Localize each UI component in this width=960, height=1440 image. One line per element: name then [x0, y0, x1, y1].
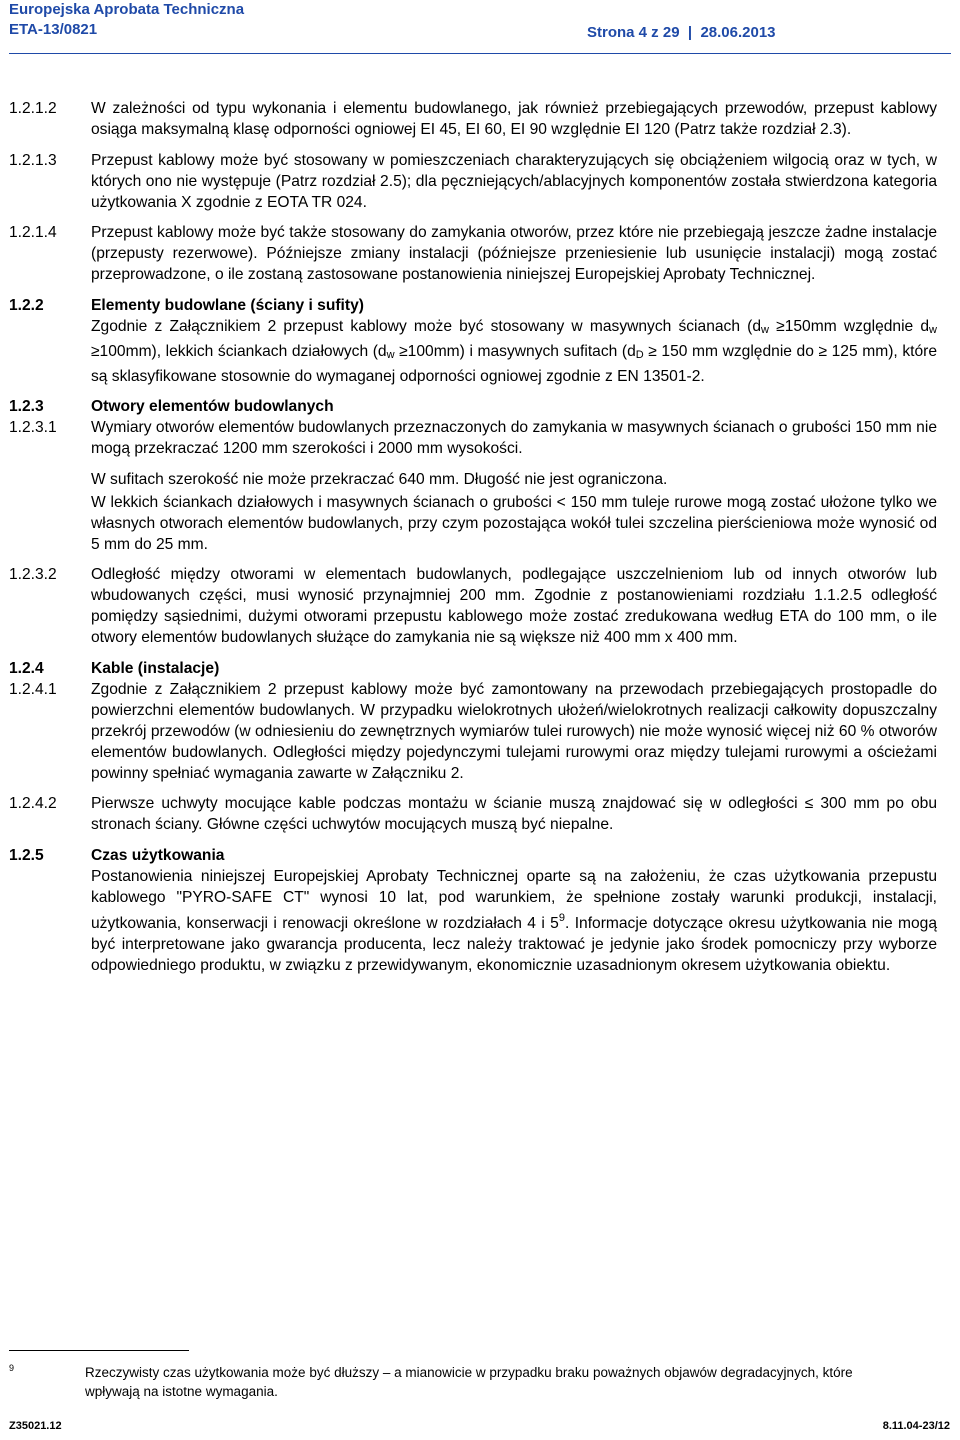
text-run: Zgodnie z Załącznikiem 2 przepust kablowy może być stosowany w masywnych ścianach (d [91, 317, 762, 335]
text-run: ≥ 150 mm względnie do ≥ 125 mm), które są sklasyfikowane stosownie do wymaganej odporności ogniowej zgodnie z EN 13501-2. [91, 342, 937, 385]
section-1-2-4-heading [9, 658, 937, 679]
section-number: 1.2.1.4 [9, 224, 57, 241]
section-text: W sufitach szerokość nie może przekraczać 640 mm. Długość nie jest ograniczona. [91, 470, 668, 488]
subscript: w [761, 323, 769, 336]
footnote-text: Rzeczywisty czas użytkowania może być dłuższy – a mianowicie w przypadku braku poważnych objawów degradacyjnych, które wpływają na istotne wymagania. [85, 1365, 853, 1399]
text-run: ≥100mm), lekkich ściankach działowych (d [91, 342, 387, 360]
subscript: D [635, 348, 644, 361]
section-1-2-3-1-ceiling [9, 469, 937, 490]
section-number: 1.2.5 [9, 846, 44, 864]
text-run: ≥150mm względnie d [769, 317, 930, 335]
section-text: Odległość między otworami w elementach budowlanych, podlegające uszczelnieniom lub od innych otworów lub wbudowanych części, musi wynosić przynajmniej 200 mm. Zgodnie z postanowieniami rozdziału 1.1.2.5 odległość pomiędzy sąsiednimi, dużymi otworami przepustu kablowego może zostać zredukowana według ETA do 100 mm, o ile otwory elementów budowlanych służące do zamykania nie są większe niż 400 mm x 400 mm. [91, 566, 937, 646]
footnote-ref: 9 [558, 911, 565, 924]
section-heading: Otwory elementów budowlanych [91, 398, 334, 415]
doc-id: ETA-13/0821 [9, 21, 98, 38]
section-number: 1.2.4.1 [9, 680, 57, 698]
footnote-rule [9, 1350, 189, 1351]
text-run: Postanowienia niniejszej Europejskiej Aprobaty Technicznej oparte są na założeniu, że czas użytkowania przepustu kablowego "PYRO-SAFE CT" wynosi 10 lat, pod warunkiem, że spełnione zostały warunki produkcji, instalacji, użytkowania, konserwacji i renowacji określone w rozdziałach 4 i 5 [91, 867, 937, 932]
section-number: 1.2.4 [9, 659, 44, 677]
section-1-2-3-1 [9, 417, 937, 459]
section-heading: Elementy budowlane (ściany i sufity) [91, 296, 364, 314]
footnote-number: 9 [9, 1363, 15, 1373]
section-1-2-4-1 [9, 679, 937, 784]
section-text: W zależności od typu wykonania i elementu budowlanego, jak również przebiegających przewodów, przepust kablowy osiąga maksymalną klasę odporności ogniowej EI 45, EI 60, EI 90 względnie EI 120 (Patrz także rozdział 2.3). [91, 100, 937, 138]
section-heading: Kable (instalacje) [91, 659, 220, 677]
section-1-2-4-2 [9, 793, 937, 835]
section-number: 1.2.3.1 [9, 419, 57, 436]
section-number: 1.2.3 [9, 398, 44, 415]
separator: | [683, 24, 697, 41]
section-1-2-3-heading [9, 396, 937, 417]
section-1-2-3-1-walls [9, 492, 937, 555]
section-number: 1.2.1.2 [9, 100, 57, 117]
section-number: 1.2.2 [9, 296, 44, 314]
section-number: 1.2.4.2 [9, 795, 57, 812]
section-text: Przepust kablowy może być także stosowany do zamykania otworów, przez które nie przebiegają jeszcze żadne instalacje (przepusty rezerwowe). Późniejsze zmiany instalacji (późniejsze przeniesienie lub usunięcie instalacji) mogą zostać przeprowadzone, o ile zostaną zastosowane postanowienia niniejszej Europejskiej Aprobaty Technicznej. [91, 224, 937, 283]
section-text [91, 866, 937, 976]
section-text [91, 316, 937, 387]
text-run: . Informacje dotyczące okresu użytkowania nie mogą być interpretowane jako gwarancja producenta, lecz należy traktować je jedynie jako środek pomocniczy przy wyborze odpowiedniego produktu, w związku z przewidywanym, ekonomicznie uzasadnionym okresem użytkowania obiektu. [91, 914, 937, 974]
section-1-2-3-2 [9, 564, 937, 648]
section-1-2-2-text [9, 316, 937, 387]
section-number: 1.2.1.3 [9, 151, 57, 169]
section-1-2-1-3 [9, 150, 937, 213]
footer-left: Z35021.12 [9, 1420, 62, 1432]
section-1-2-1-4 [9, 222, 937, 285]
section-number: 1.2.3.2 [9, 566, 57, 583]
section-text: W lekkich ściankach działowych i masywnych ścianach o grubości < 150 mm tuleje rurowe mogą zostać ułożone tylko we własnych otworach elementów budowlanych, przy czym pozostająca wokół tulei szczelina pierścieniowa może wynosić od 5 mm do 25 mm. [91, 493, 937, 553]
section-1-2-1-2 [9, 98, 937, 140]
section-1-2-2-heading [9, 295, 937, 316]
footnote [9, 1363, 889, 1401]
text-run: ≥100mm) i masywnych sufitach (d [394, 342, 636, 360]
footer-right: 8.11.04-23/12 [882, 1420, 950, 1432]
issue-date: 28.06.2013 [700, 24, 776, 41]
header-rule [9, 53, 951, 54]
section-1-2-5-heading [9, 845, 937, 866]
page-info [587, 23, 776, 43]
subscript: w [929, 323, 937, 336]
section-text: Przepust kablowy może być stosowany w pomieszczeniach charakteryzujących się obciążeniem wilgocią oraz w tych, w których ono nie występuje (Patrz rozdział 2.5); dla pęczniejących/ablacyjnych komponentów została stwierdzona kategoria użytkowania X zgodnie z EOTA TR 024. [91, 151, 937, 211]
section-heading: Czas użytkowania [91, 846, 225, 864]
section-text: Wymiary otworów elementów budowlanych przeznaczonych do zamykania w masywnych ścianach o grubości 150 mm nie mogą przekraczać 1200 mm szerokości i 2000 mm wysokości. [91, 419, 937, 457]
section-text: Pierwsze uchwyty mocujące kable podczas montażu w ścianie muszą znajdować się w odległości ≤ 300 mm po obu stronach ściany. Główne części uchwytów mocujących muszą być niepalne. [91, 795, 937, 833]
page-number: Strona 4 z 29 [587, 24, 680, 41]
document-header [9, 0, 244, 40]
document-body [9, 98, 937, 985]
section-text: Zgodnie z Załącznikiem 2 przepust kablowy może być zamontowany na przewodach przebiegających prostopadle do powierzchni elementów budowlanych. W przypadku wielokrotnych ułożeń/wielokrotnych realizacji całkowity dopuszczalny przekrój przewodów (w odniesieniu do zewnętrznych wymiarów tulei rurowych) nie może wynosić więcej niż 60 % otworów elementów budowlanych. Odległości między pojedynczymi tulejami rurowymi oraz między tulejami rurowymi a ościeżami powinny spełniać wymagania zawarte w Załączniku 2. [91, 680, 937, 782]
section-1-2-5-text [9, 866, 937, 976]
org-name: Europejska Aprobata Techniczna [9, 1, 245, 18]
subscript: w [386, 348, 395, 361]
